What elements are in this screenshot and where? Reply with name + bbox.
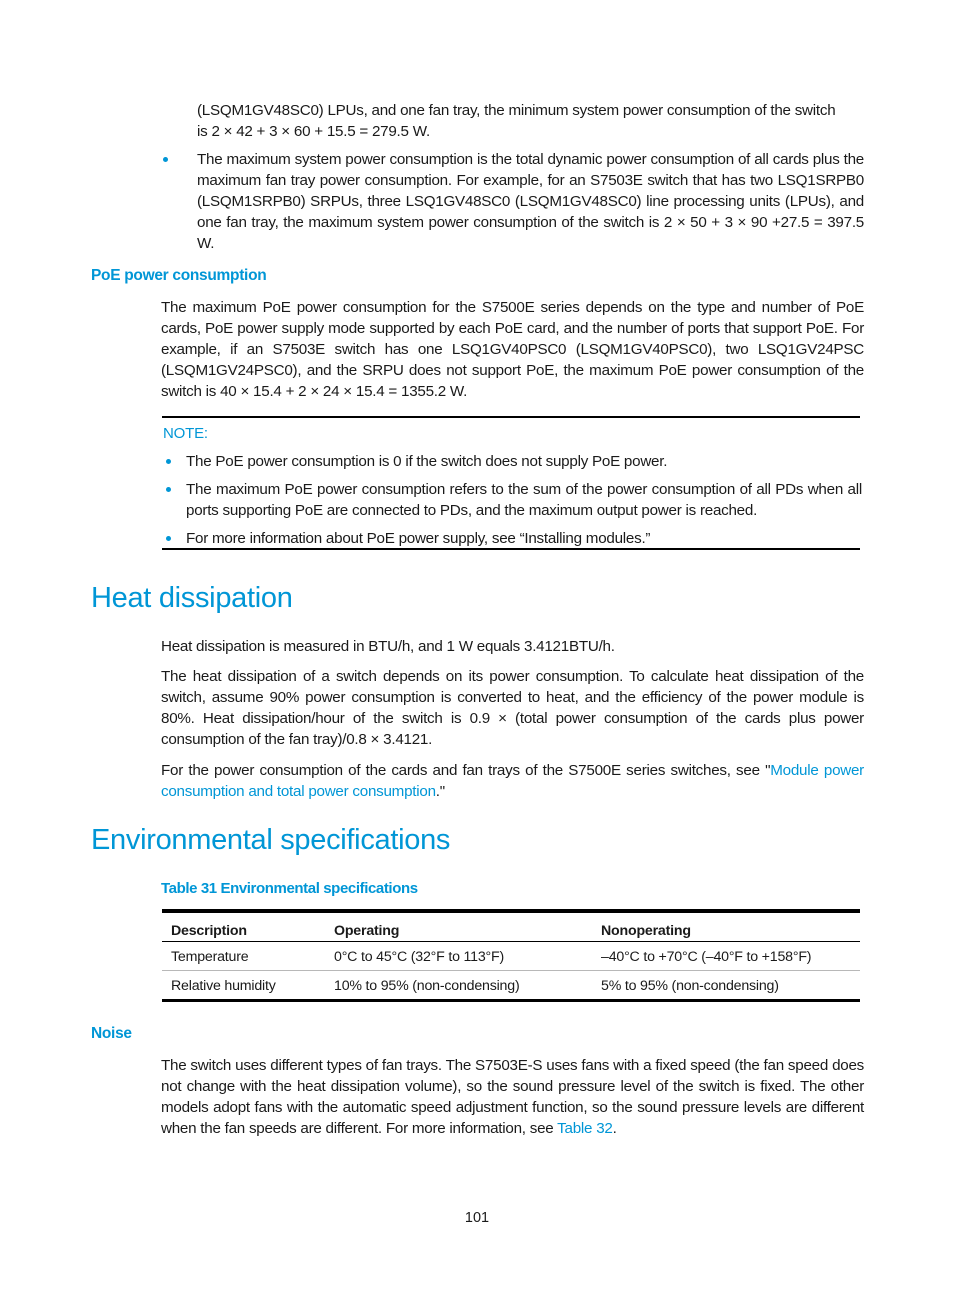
noise-paragraph [161,1055,864,1139]
cell-operating: 10% to 95% (non-condensing) [325,971,592,1001]
noise-heading: Noise [91,1025,132,1042]
col-header-nonoperating: Nonoperating [592,911,860,942]
noise-paragraph-suffix: . [612,1120,617,1137]
cell-description: Relative humidity [162,971,325,1001]
bullet-icon [166,536,171,541]
continuation-line-2: is 2 × 42 + 3 × 60 + 15.5 = 279.5 W. [197,123,430,140]
note-label: NOTE: [163,425,208,442]
table-header-row [162,911,860,942]
continuation-line-1: (LSQM1GV48SC0) LPUs, and one fan tray, the minimum system power consumption of the switch [197,102,836,119]
note-item-2: The maximum PoE power consumption refers to the sum of the power consumption of all PDs when all ports supporting PoE are connected to PDs, and the maximum output power is reached. [186,481,862,519]
heat-dissipation-heading: Heat dissipation [91,582,293,614]
cell-description: Temperature [162,942,325,971]
environmental-specs-table [162,909,860,1002]
col-header-operating: Operating [325,911,592,942]
heat-para-1: Heat dissipation is measured in BTU/h, and 1 W equals 3.4121BTU/h. [161,638,615,655]
bullet-icon [163,157,168,162]
cell-nonoperating: 5% to 95% (non-condensing) [592,971,860,1001]
environmental-specs-heading: Environmental specifications [91,824,451,856]
note-item-1: The PoE power consumption is 0 if the switch does not supply PoE power. [186,453,668,470]
note-top-rule [162,416,860,418]
max-power-bullet-text: The maximum system power consumption is the total dynamic power consumption of all cards plus the maximum fan tray power consumption. For example, for an S7503E switch that has two LSQ1SRPB0 (LSQM1SRPB0) SRPUs, three LSQ1GV48SC0 (LSQM1GV48SC0) line processing units (LPUs), and one fan tray, the maximum system power consumption of the switch is 2 × 50 + 3 × 90 +27.5 = 397.5 W. [197,151,864,252]
noise-paragraph-text: The switch uses different types of fan trays. The S7503E-S uses fans with a fixed speed (the fan speed does not change with the heat dissipation volume), so the sound pressure level of the switch is fixed. The other models adopt fans with the automatic speed adjustment function, so the sound pressure levels are different when the fan speeds are different. For more information, see [161,1057,864,1137]
heat-para-3-prefix: For the power consumption of the cards and fan trays of the S7500E series switches, see " [161,762,771,779]
col-header-description: Description [162,911,325,942]
table-row [162,942,860,971]
module-power-link[interactable]: Module power consumption and total power consumption [161,762,864,800]
note-item-3: For more information about PoE power supply, see “Installing modules.” [186,530,651,547]
table-caption: Table 31 Environmental specifications [161,880,418,897]
page-number: 101 [464,1210,490,1226]
table-row [162,971,860,1001]
table-32-link[interactable]: Table 32 [557,1120,613,1137]
heat-para-3-suffix: ." [435,783,445,800]
cell-nonoperating: –40°C to +70°C (–40°F to +158°F) [592,942,860,971]
bullet-icon [166,487,171,492]
heat-para-3 [161,760,864,802]
bullet-icon [166,459,171,464]
min-power-continuation [197,100,864,142]
heat-para-2: The heat dissipation of a switch depends on its power consumption. To calculate heat dissipation of the switch, assume 90% power consumption is converted to heat, and the efficiency of the power module is 80%. Heat dissipation/hour of the switch is 0.9 × (total power consumption of the cards plus power consumption of the fan tray)/0.8 × 3.4121. [161,668,864,748]
note-bottom-rule [162,548,860,550]
cell-operating: 0°C to 45°C (32°F to 113°F) [325,942,592,971]
poe-heading: PoE power consumption [91,267,267,284]
poe-paragraph: The maximum PoE power consumption for the S7500E series depends on the type and number of PoE cards, PoE power supply mode supported by each PoE card, and the number of ports that support PoE. For example, if an S7503E switch has one LSQ1GV40PSC0 (LSQM1GV40PSC0), two LSQ1GV24PSC (LSQM1GV24PSC0), and the SRPU does not support PoE, the maximum PoE power consumption of the switch is 40 × 15.4 + 2 × 24 × 15.4 = 1355.2 W. [161,299,864,400]
